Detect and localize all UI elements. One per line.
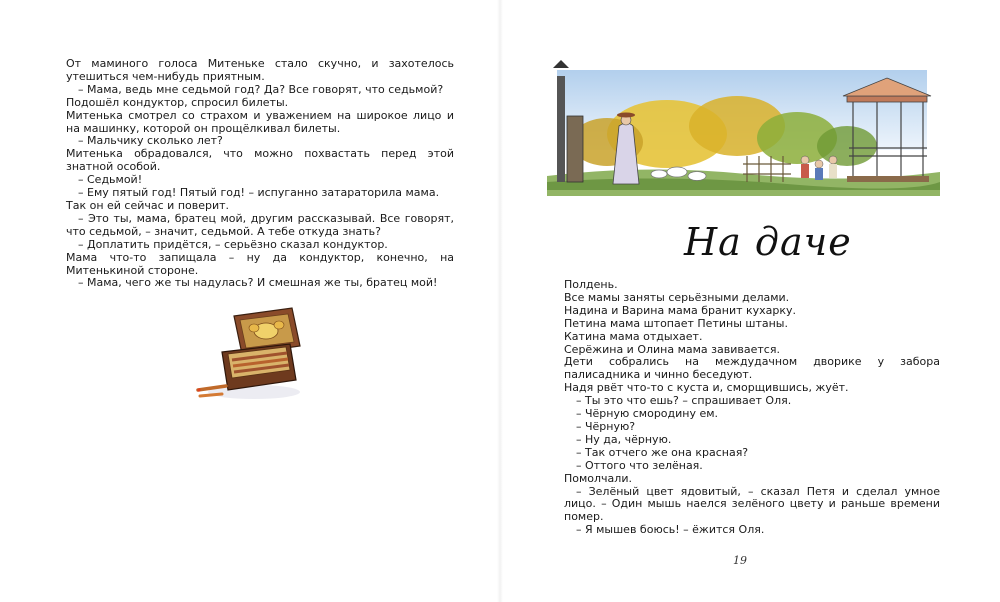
paragraph: Дети собрались на междудачном дворике у забора палисадника и чинно беседуют.: [564, 355, 940, 382]
paragraph: – Чёрную смородину ем.: [576, 407, 719, 421]
paragraph: Катина мама отдыхает.: [564, 329, 703, 343]
paragraph: Серёжина и Олина мама завивается.: [564, 342, 780, 356]
paragraph: – Это ты, мама, братец мой, другим рассказывай. Все говорят, что седьмой, – значит, седьмой. А тебе откуда знать?: [66, 211, 454, 238]
chapter-title: На даче: [684, 220, 852, 264]
paragraph: – Мама, чего же ты надулась? И смешная же ты, братец мой!: [78, 276, 438, 290]
paragraph: От маминого голоса Митеньке стало скучно, и захотелось утешиться чем-нибудь приятным.: [66, 57, 454, 83]
paragraph: Надя рвёт что-то с куста и, сморщившись, жуёт.: [564, 381, 849, 395]
paragraph: – Седьмой!: [78, 173, 143, 187]
paragraph: – Я мышев боюсь! – ёжится Оля.: [576, 523, 765, 537]
paragraph: – Зелёный цвет ядовитый, – сказал Петя и сделал умное лицо. – Один мышь наелся зелёного цвету и раньше времени помер.: [564, 484, 940, 524]
cigar-box-illustration: [192, 304, 304, 404]
paragraph: – Ты это что ешь? – спрашивает Оля.: [576, 394, 792, 408]
page-number: 19: [733, 554, 747, 567]
paragraph: – Доплатить придётся, – серьёзно сказал кондуктор.: [78, 237, 388, 251]
paragraph: Все мамы заняты серьёзными делами.: [564, 290, 790, 304]
book-spine: [497, 0, 503, 602]
paragraph: Подошёл кондуктор, спросил билеты.: [66, 95, 289, 109]
paragraph: – Оттого что зелёная.: [576, 458, 703, 472]
paragraph: – Ну да, чёрную.: [576, 432, 672, 446]
paragraph: – Чёрную?: [576, 419, 636, 433]
dacha-scene-illustration: [547, 56, 940, 202]
paragraph: Полдень.: [564, 278, 618, 291]
paragraph: Мама что-то запищала – ну да кондуктор, конечно, на Митенькиной стороне.: [66, 250, 454, 277]
paragraph: Петина мама штопает Петины штаны.: [564, 316, 788, 330]
paragraph: – Мама, ведь мне седьмой год? Да? Все говорят, что седьмой?: [78, 82, 444, 96]
paragraph: – Так отчего же она красная?: [576, 445, 749, 459]
paragraph: – Ему пятый год! Пятый год! – испуганно затараторила мама.: [78, 186, 440, 200]
paragraph: – Мальчику сколько лет?: [78, 134, 223, 148]
paragraph: Так он ей сейчас и поверит.: [66, 198, 230, 212]
paragraph: Надина и Варина мама бранит кухарку.: [564, 303, 797, 317]
paragraph: Помолчали.: [564, 471, 632, 485]
paragraph: Митенька обрадовался, что можно похвастать перед этой знатной особой.: [66, 147, 454, 174]
left-page-text: [66, 58, 454, 290]
paragraph: Митенька смотрел со страхом и уважением на широкое лицо и на машинку, которой он прощёлкивал билеты.: [66, 108, 454, 135]
right-page-text: [564, 279, 940, 537]
